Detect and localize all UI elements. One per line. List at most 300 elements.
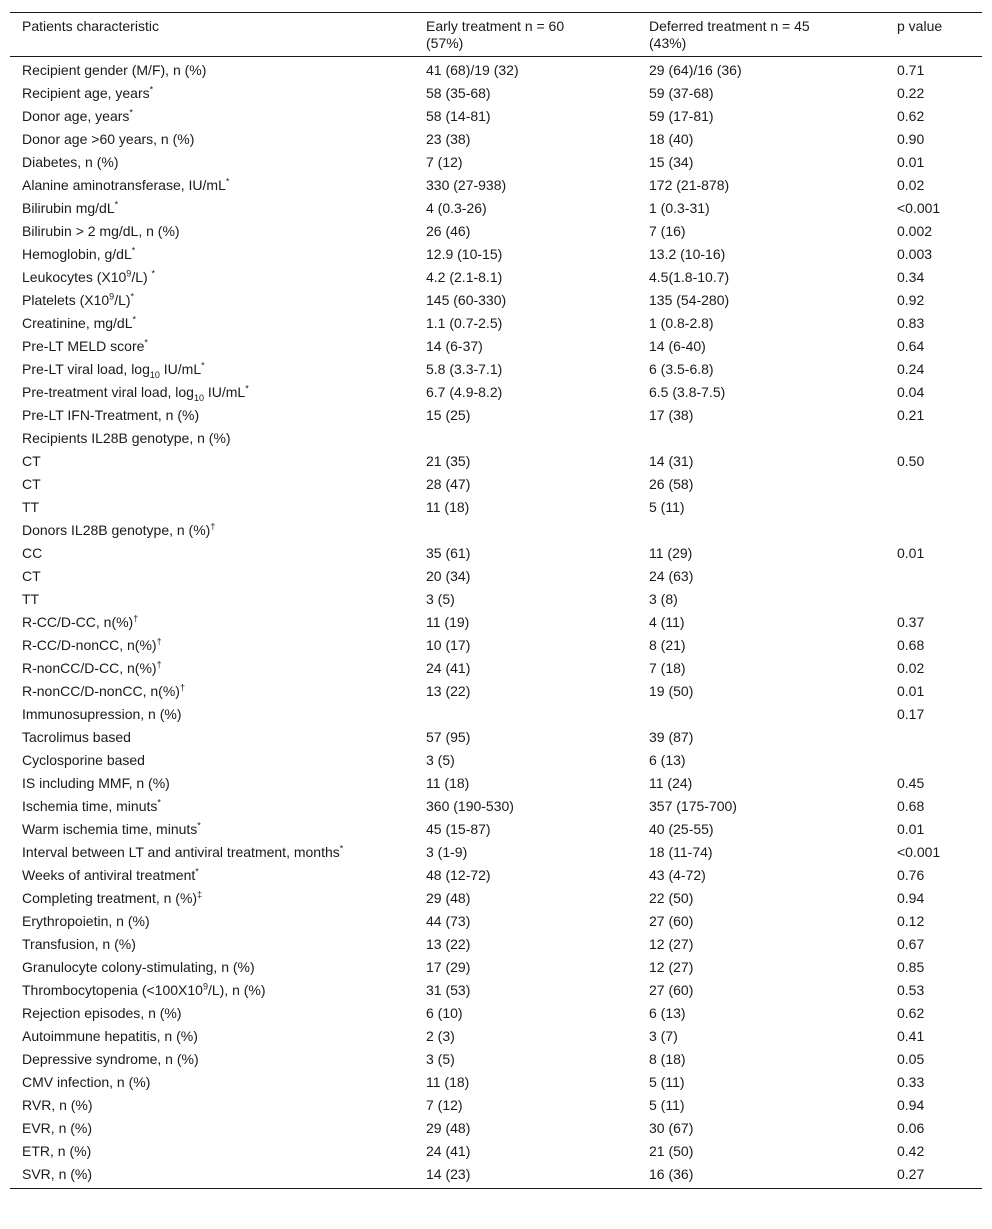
header-deferred-treatment xyxy=(637,13,885,57)
table-row xyxy=(10,197,982,220)
table-row xyxy=(10,220,982,243)
early-treatment-cell: 44 (73) xyxy=(426,913,471,929)
deferred-treatment-cell: 30 (67) xyxy=(649,1120,694,1136)
row-label-text: CT xyxy=(22,568,41,584)
p-value-cell: 0.42 xyxy=(897,1143,925,1159)
early-treatment-cell: 12.9 (10-15) xyxy=(426,246,503,262)
table-row xyxy=(10,1048,982,1071)
row-label-text: R-CC/D-nonCC, n(%) xyxy=(22,637,157,653)
early-treatment-cell: 57 (95) xyxy=(426,729,471,745)
row-label xyxy=(10,243,414,266)
row-label-subscript: 10 xyxy=(193,392,204,403)
early-treatment-cell: 3 (5) xyxy=(426,591,455,607)
deferred-treatment-cell: 4.5(1.8-10.7) xyxy=(649,269,730,285)
row-label xyxy=(10,1117,414,1140)
table-row xyxy=(10,381,982,404)
early-treatment-cell xyxy=(414,519,637,542)
p-value-cell: 0.27 xyxy=(897,1166,925,1182)
row-label-text: Ischemia time, minuts xyxy=(22,798,158,814)
deferred-treatment-cell: 8 (18) xyxy=(649,1051,686,1067)
early-treatment-cell: 20 (34) xyxy=(426,568,471,584)
row-label xyxy=(10,128,414,151)
row-label-superscript: * xyxy=(225,176,230,187)
row-label-text: Immunosupression, n (%) xyxy=(22,706,182,722)
row-label xyxy=(10,956,414,979)
table-row xyxy=(10,979,982,1002)
row-label-superscript: * xyxy=(114,199,119,210)
deferred-treatment-cell: 172 (21-878) xyxy=(649,177,730,193)
deferred-treatment-cell: 6.5 (3.8-7.5) xyxy=(649,384,726,400)
table-row xyxy=(10,611,982,634)
row-label xyxy=(10,979,414,1002)
p-value-cell xyxy=(885,496,982,519)
early-treatment-cell: 1.1 (0.7-2.5) xyxy=(426,315,503,331)
table-row xyxy=(10,496,982,519)
row-label-text: Thrombocytopenia (<100X10 xyxy=(22,982,203,998)
row-label xyxy=(10,496,414,519)
row-label-text: IS including MMF, n (%) xyxy=(22,775,170,791)
early-treatment-cell: 35 (61) xyxy=(426,545,471,561)
row-label-superscript: * xyxy=(149,84,154,95)
early-treatment-cell: 7 (12) xyxy=(426,1097,463,1113)
early-treatment-cell: 58 (35-68) xyxy=(426,85,491,101)
row-label xyxy=(10,910,414,933)
row-label xyxy=(10,726,414,749)
p-value-cell: 0.21 xyxy=(897,407,925,423)
deferred-treatment-cell: 6 (13) xyxy=(649,1005,686,1021)
p-value-cell: 0.53 xyxy=(897,982,925,998)
table-row xyxy=(10,1071,982,1094)
deferred-treatment-cell: 14 (31) xyxy=(649,453,694,469)
deferred-treatment-cell: 59 (17-81) xyxy=(649,108,714,124)
row-label-text: CT xyxy=(22,476,41,492)
table-row xyxy=(10,404,982,427)
early-treatment-cell: 24 (41) xyxy=(426,1143,471,1159)
p-value-cell: 0.02 xyxy=(897,660,925,676)
table-row xyxy=(10,335,982,358)
row-label-text: Autoimmune hepatitis, n (%) xyxy=(22,1028,198,1044)
table-row xyxy=(10,542,982,565)
table-row xyxy=(10,1163,982,1189)
early-treatment-cell: 48 (12-72) xyxy=(426,867,491,883)
deferred-treatment-cell: 26 (58) xyxy=(649,476,694,492)
row-label xyxy=(10,1071,414,1094)
row-label xyxy=(10,174,414,197)
row-label xyxy=(10,220,414,243)
row-label xyxy=(10,657,414,680)
p-value-cell: 0.003 xyxy=(897,246,933,262)
deferred-treatment-cell: 3 (7) xyxy=(649,1028,678,1044)
p-value-cell: 0.90 xyxy=(897,131,925,147)
deferred-treatment-cell: 18 (11-74) xyxy=(649,844,713,860)
table-body xyxy=(10,57,982,1189)
row-label-superscript: ‡ xyxy=(197,889,203,900)
p-value-cell xyxy=(885,519,982,542)
row-label-text: CT xyxy=(22,453,41,469)
p-value-cell: 0.05 xyxy=(897,1051,925,1067)
row-label xyxy=(10,381,414,404)
row-label-text: Transfusion, n (%) xyxy=(22,936,136,952)
deferred-treatment-cell: 18 (40) xyxy=(649,131,694,147)
deferred-treatment-cell: 43 (4-72) xyxy=(649,867,706,883)
p-value-cell: 0.71 xyxy=(897,62,925,78)
p-value-cell: 0.01 xyxy=(897,545,925,561)
row-label xyxy=(10,473,414,496)
row-label-subscript: 10 xyxy=(149,369,160,380)
early-treatment-cell: 13 (22) xyxy=(426,683,471,699)
table-row xyxy=(10,910,982,933)
p-value-cell: 0.002 xyxy=(897,223,933,239)
early-treatment-cell: 6 (10) xyxy=(426,1005,463,1021)
early-treatment-cell: 11 (19) xyxy=(426,614,470,630)
table-row xyxy=(10,726,982,749)
early-treatment-cell: 24 (41) xyxy=(426,660,471,676)
table-row xyxy=(10,933,982,956)
row-label-superscript: * xyxy=(132,314,137,325)
deferred-treatment-cell: 13.2 (10-16) xyxy=(649,246,726,262)
row-label xyxy=(10,57,414,83)
table-row xyxy=(10,795,982,818)
row-label xyxy=(10,933,414,956)
p-value-cell: 0.45 xyxy=(897,775,925,791)
row-label-tail: /L), n (%) xyxy=(207,982,266,998)
row-label-text: Recipients IL28B genotype, n (%) xyxy=(22,430,231,446)
row-label xyxy=(10,749,414,772)
row-label xyxy=(10,565,414,588)
row-label xyxy=(10,611,414,634)
deferred-treatment-cell: 11 (24) xyxy=(649,775,693,791)
early-treatment-cell: 31 (53) xyxy=(426,982,471,998)
early-treatment-cell: 6.7 (4.9-8.2) xyxy=(426,384,503,400)
row-label-text: Warm ischemia time, minuts xyxy=(22,821,198,837)
row-label-superscript: * xyxy=(195,866,199,877)
row-label xyxy=(10,358,414,381)
row-label-text: EVR, n (%) xyxy=(22,1120,93,1136)
table-row xyxy=(10,565,982,588)
row-label xyxy=(10,312,414,335)
p-value-cell: 0.01 xyxy=(897,683,925,699)
deferred-treatment-cell: 7 (18) xyxy=(649,660,686,676)
row-label-text: Creatinine, mg/dL xyxy=(22,315,133,331)
deferred-treatment-cell: 3 (8) xyxy=(649,591,678,607)
early-treatment-cell: 360 (190-530) xyxy=(426,798,514,814)
deferred-treatment-cell: 135 (54-280) xyxy=(649,292,730,308)
row-label xyxy=(10,1002,414,1025)
row-label-text: Donor age, years xyxy=(22,108,130,124)
early-treatment-cell: 13 (22) xyxy=(426,936,471,952)
row-label-tail-superscript: * xyxy=(151,268,156,279)
p-value-cell: 0.17 xyxy=(897,706,925,722)
table-row xyxy=(10,519,982,542)
table-row xyxy=(10,266,982,289)
row-label-text: Granulocyte colony-stimulating, n (%) xyxy=(22,959,255,975)
row-label-text: Bilirubin mg/dL xyxy=(22,200,115,216)
table-header xyxy=(10,13,982,57)
deferred-treatment-cell: 40 (25-55) xyxy=(649,821,714,837)
row-label-text: ETR, n (%) xyxy=(22,1143,92,1159)
p-value-cell: 0.68 xyxy=(897,637,925,653)
table-row xyxy=(10,82,982,105)
deferred-treatment-cell: 19 (50) xyxy=(649,683,694,699)
table-row xyxy=(10,151,982,174)
row-label xyxy=(10,1025,414,1048)
deferred-treatment-cell xyxy=(637,703,885,726)
row-label-superscript: 9 xyxy=(126,268,132,279)
table-row xyxy=(10,128,982,151)
p-value-cell: 0.76 xyxy=(897,867,925,883)
row-label xyxy=(10,680,414,703)
deferred-treatment-cell: 24 (63) xyxy=(649,568,694,584)
row-label xyxy=(10,1140,414,1163)
row-label xyxy=(10,1163,414,1189)
row-label xyxy=(10,818,414,841)
early-treatment-cell: 330 (27-938) xyxy=(426,177,507,193)
row-label-text: R-CC/D-CC, n(%) xyxy=(22,614,134,630)
row-label-tail: IU/mL xyxy=(159,361,202,377)
deferred-treatment-cell: 5 (11) xyxy=(649,499,685,515)
row-label-superscript: † xyxy=(133,613,139,624)
deferred-treatment-cell: 7 (16) xyxy=(649,223,686,239)
header-early-line1: Early treatment n = 60 xyxy=(426,18,565,34)
row-label-text: R-nonCC/D-nonCC, n(%) xyxy=(22,683,180,699)
early-treatment-cell: 15 (25) xyxy=(426,407,471,423)
early-treatment-cell: 58 (14-81) xyxy=(426,108,491,124)
row-label-text: Leukocytes (X10 xyxy=(22,269,127,285)
row-label-tail-superscript: * xyxy=(245,383,249,394)
table-row xyxy=(10,1117,982,1140)
table-row xyxy=(10,1025,982,1048)
early-treatment-cell: 145 (60-330) xyxy=(426,292,507,308)
table-row xyxy=(10,887,982,910)
row-label-tail: /L) xyxy=(114,292,131,308)
deferred-treatment-cell: 22 (50) xyxy=(649,890,694,906)
row-label-superscript: † xyxy=(156,659,162,670)
deferred-treatment-cell: 12 (27) xyxy=(649,936,694,952)
early-treatment-cell: 7 (12) xyxy=(426,154,463,170)
deferred-treatment-cell xyxy=(637,519,885,542)
deferred-treatment-cell: 1 (0.3-31) xyxy=(649,200,710,216)
deferred-treatment-cell: 27 (60) xyxy=(649,913,694,929)
row-label xyxy=(10,588,414,611)
deferred-treatment-cell: 14 (6-40) xyxy=(649,338,706,354)
row-label xyxy=(10,519,414,542)
row-label-text: Recipient gender (M/F), n (%) xyxy=(22,62,207,78)
table-row xyxy=(10,1094,982,1117)
early-treatment-cell: 26 (46) xyxy=(426,223,471,239)
row-label xyxy=(10,795,414,818)
row-label-text: Rejection episodes, n (%) xyxy=(22,1005,182,1021)
p-value-cell: 0.68 xyxy=(897,798,925,814)
p-value-cell xyxy=(885,473,982,496)
p-value-cell: <0.001 xyxy=(897,200,941,216)
p-value-cell: 0.94 xyxy=(897,890,925,906)
deferred-treatment-cell: 15 (34) xyxy=(649,154,694,170)
early-treatment-cell: 41 (68)/19 (32) xyxy=(426,62,519,78)
row-label xyxy=(10,772,414,795)
p-value-cell: 0.01 xyxy=(897,821,925,837)
row-label-superscript: † xyxy=(156,636,162,647)
row-label-text: Depressive syndrome, n (%) xyxy=(22,1051,199,1067)
table-row xyxy=(10,1140,982,1163)
row-label-superscript: † xyxy=(179,682,185,693)
early-treatment-cell: 3 (1-9) xyxy=(426,844,468,860)
row-label-superscript: * xyxy=(131,245,136,256)
table-container xyxy=(10,12,982,1189)
row-label-text: Tacrolimus based xyxy=(22,729,131,745)
p-value-cell: 0.83 xyxy=(897,315,925,331)
row-label-superscript: * xyxy=(144,337,148,348)
row-label-text: TT xyxy=(22,499,40,515)
row-label xyxy=(10,82,414,105)
early-treatment-cell: 17 (29) xyxy=(426,959,471,975)
row-label-text: Completing treatment, n (%) xyxy=(22,890,198,906)
deferred-treatment-cell: 27 (60) xyxy=(649,982,694,998)
p-value-cell xyxy=(885,726,982,749)
p-value-cell: 0.62 xyxy=(897,108,925,124)
p-value-cell: 0.04 xyxy=(897,384,925,400)
row-label-text: Alanine aminotransferase, IU/mL xyxy=(22,177,226,193)
deferred-treatment-cell: 1 (0.8-2.8) xyxy=(649,315,714,331)
early-treatment-cell: 45 (15-87) xyxy=(426,821,491,837)
row-label-text: Hemoglobin, g/dL xyxy=(22,246,132,262)
p-value-cell: 0.34 xyxy=(897,269,925,285)
table-row xyxy=(10,358,982,381)
table-row xyxy=(10,289,982,312)
table-row xyxy=(10,703,982,726)
header-row xyxy=(10,13,982,57)
row-label xyxy=(10,1048,414,1071)
p-value-cell: 0.85 xyxy=(897,959,925,975)
early-treatment-cell: 11 (18) xyxy=(426,1074,470,1090)
table-row xyxy=(10,657,982,680)
p-value-cell: <0.001 xyxy=(897,844,941,860)
row-label-text: Platelets (X10 xyxy=(22,292,110,308)
row-label-text: Donors IL28B genotype, n (%) xyxy=(22,522,211,538)
early-treatment-cell: 11 (18) xyxy=(426,775,470,791)
p-value-cell: 0.22 xyxy=(897,85,925,101)
patient-characteristics-table xyxy=(10,12,982,1189)
row-label-text: Interval between LT and antiviral treatment, months xyxy=(22,844,340,860)
row-label xyxy=(10,887,414,910)
row-label-text: Donor age >60 years, n (%) xyxy=(22,131,195,147)
header-deferred-line1: Deferred treatment n = 45 xyxy=(649,18,810,34)
table-row xyxy=(10,312,982,335)
deferred-treatment-cell: 8 (21) xyxy=(649,637,686,653)
deferred-treatment-cell: 5 (11) xyxy=(649,1074,685,1090)
early-treatment-cell xyxy=(414,703,637,726)
row-label-superscript: * xyxy=(157,797,161,808)
deferred-treatment-cell: 4 (11) xyxy=(649,614,685,630)
row-label xyxy=(10,105,414,128)
p-value-cell xyxy=(885,427,982,450)
early-treatment-cell: 11 (18) xyxy=(426,499,470,515)
early-treatment-cell: 5.8 (3.3-7.1) xyxy=(426,361,503,377)
p-value-cell: 0.62 xyxy=(897,1005,925,1021)
row-label xyxy=(10,634,414,657)
deferred-treatment-cell: 16 (36) xyxy=(649,1166,694,1182)
row-label-superscript: * xyxy=(129,107,133,118)
row-label xyxy=(10,404,414,427)
row-label xyxy=(10,197,414,220)
row-label-text: Pre-LT MELD score xyxy=(22,338,145,354)
table-row xyxy=(10,634,982,657)
early-treatment-cell: 4 (0.3-26) xyxy=(426,200,487,216)
early-treatment-cell: 14 (23) xyxy=(426,1166,471,1182)
p-value-cell: 0.12 xyxy=(897,913,925,929)
table-row xyxy=(10,749,982,772)
p-value-cell: 0.50 xyxy=(897,453,925,469)
table-row xyxy=(10,841,982,864)
row-label-tail-superscript: * xyxy=(201,360,205,371)
p-value-cell: 0.33 xyxy=(897,1074,925,1090)
row-label-text: TT xyxy=(22,591,40,607)
deferred-treatment-cell: 29 (64)/16 (36) xyxy=(649,62,742,78)
p-value-cell xyxy=(885,565,982,588)
p-value-cell: 0.64 xyxy=(897,338,925,354)
row-label xyxy=(10,289,414,312)
table-row xyxy=(10,864,982,887)
p-value-cell: 0.01 xyxy=(897,154,925,170)
deferred-treatment-cell: 11 (29) xyxy=(649,545,693,561)
early-treatment-cell: 29 (48) xyxy=(426,890,471,906)
p-value-cell: 0.67 xyxy=(897,936,925,952)
table-row xyxy=(10,818,982,841)
row-label-superscript: * xyxy=(339,843,344,854)
deferred-treatment-cell: 59 (37-68) xyxy=(649,85,714,101)
row-label-text: Bilirubin > 2 mg/dL, n (%) xyxy=(22,223,180,239)
row-label-superscript: 9 xyxy=(202,981,208,992)
deferred-treatment-cell xyxy=(637,427,885,450)
p-value-cell: 0.92 xyxy=(897,292,925,308)
early-treatment-cell: 4.2 (2.1-8.1) xyxy=(426,269,503,285)
row-label-text: Cyclosporine based xyxy=(22,752,145,768)
header-early-treatment xyxy=(414,13,637,57)
early-treatment-cell xyxy=(414,427,637,450)
table-row xyxy=(10,57,982,83)
deferred-treatment-cell: 17 (38) xyxy=(649,407,694,423)
row-label-text: CMV infection, n (%) xyxy=(22,1074,151,1090)
header-deferred-line2: (43%) xyxy=(649,35,687,51)
deferred-treatment-cell: 12 (27) xyxy=(649,959,694,975)
header-p-value: p value xyxy=(897,18,943,34)
row-label-superscript: * xyxy=(197,820,201,831)
early-treatment-cell: 2 (3) xyxy=(426,1028,455,1044)
p-value-cell: 0.06 xyxy=(897,1120,925,1136)
row-label xyxy=(10,864,414,887)
p-value-cell: 0.94 xyxy=(897,1097,925,1113)
early-treatment-cell: 14 (6-37) xyxy=(426,338,483,354)
p-value-cell xyxy=(885,588,982,611)
table-row xyxy=(10,473,982,496)
p-value-cell: 0.37 xyxy=(897,614,925,630)
row-label-superscript: † xyxy=(210,521,216,532)
table-row xyxy=(10,450,982,473)
early-treatment-cell: 23 (38) xyxy=(426,131,471,147)
p-value-cell: 0.24 xyxy=(897,361,925,377)
table-row xyxy=(10,588,982,611)
deferred-treatment-cell: 21 (50) xyxy=(649,1143,694,1159)
table-row xyxy=(10,174,982,197)
row-label-text: R-nonCC/D-CC, n(%) xyxy=(22,660,157,676)
table-row xyxy=(10,956,982,979)
row-label xyxy=(10,335,414,358)
row-label xyxy=(10,841,414,864)
early-treatment-cell: 10 (17) xyxy=(426,637,471,653)
row-label-tail: IU/mL xyxy=(203,384,246,400)
table-row xyxy=(10,1002,982,1025)
deferred-treatment-cell: 6 (3.5-6.8) xyxy=(649,361,714,377)
row-label xyxy=(10,266,414,289)
